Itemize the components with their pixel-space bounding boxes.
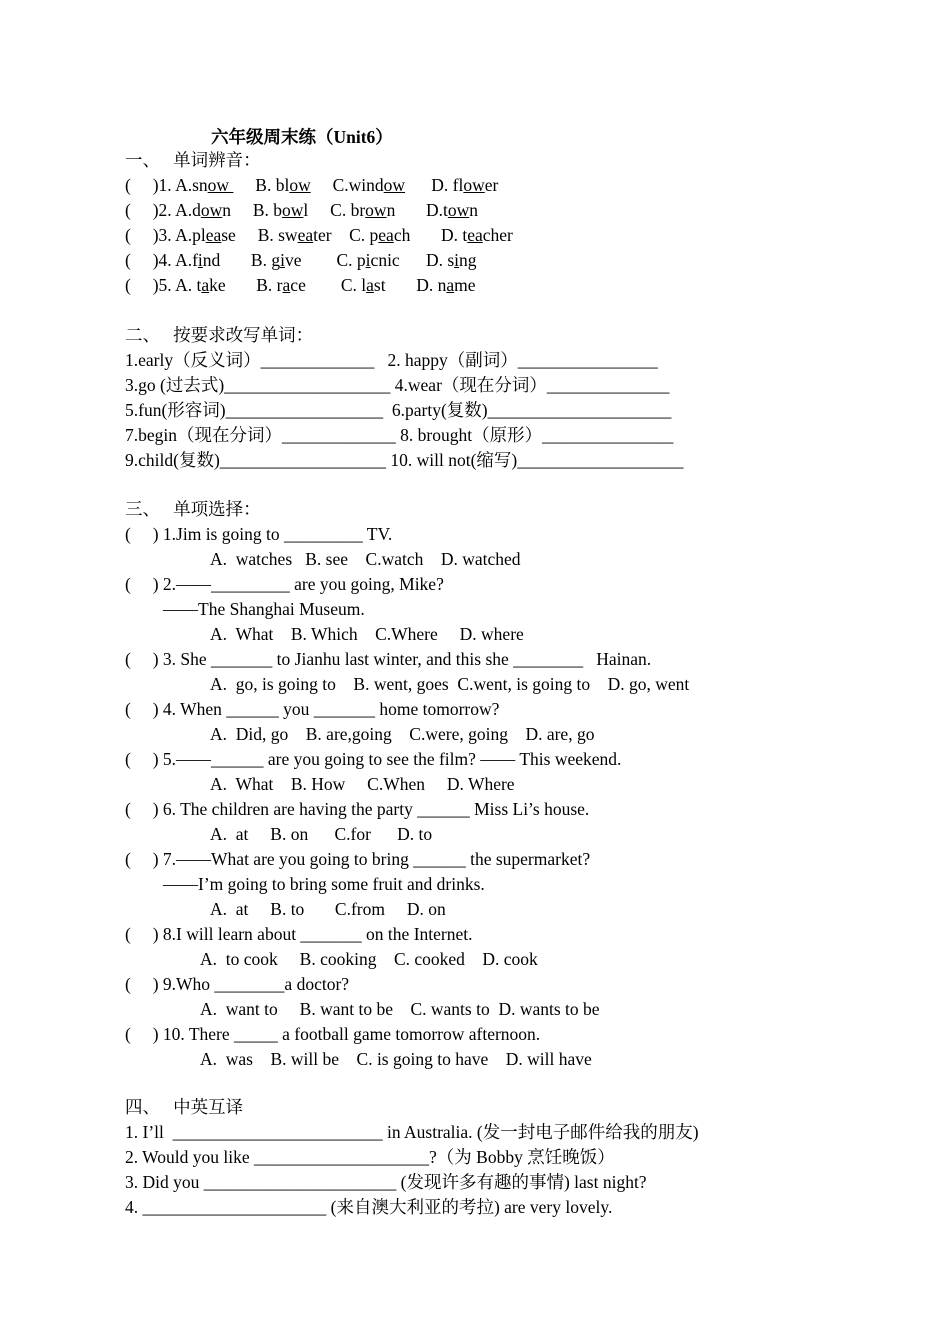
question-text: ke B. r	[209, 275, 283, 295]
question-text: ( )1. A.sn	[125, 175, 208, 195]
underlined-letters: ow	[447, 200, 470, 220]
answer-options: A. want to B. want to be C. wants to D. wants to be	[200, 999, 600, 1019]
rewrite-question-2: 3.go (过去式)___________________ 4.wear（现在分词）______________	[125, 375, 670, 395]
underlined-letters: ea	[467, 225, 483, 245]
section3-heading: 三、 单项选择：	[125, 499, 261, 519]
choice-question: ( ) 9.Who ________a doctor?	[125, 974, 350, 994]
choice-question: ( ) 8.I will learn about _______ on the Internet.	[125, 924, 473, 944]
underlined-letters: a	[446, 275, 455, 295]
question-text: ( )3. A.pl	[125, 225, 206, 245]
question-text: B. bl	[233, 175, 290, 195]
question-text: cher	[482, 225, 513, 245]
translation-question-2: 2. Would you like ____________________?（为 Bobby 烹饪晚饭）	[125, 1147, 615, 1167]
translation-question-4: 4. _____________________ (来自澳大利亚的考拉) are very lovely.	[125, 1197, 613, 1217]
translation-question-3: 3. Did you ______________________ (发现许多有趣的事情) last night?	[125, 1172, 647, 1192]
dialogue-line: ——The Shanghai Museum.	[163, 599, 365, 619]
rewrite-question-4: 7.begin（现在分词）_____________ 8. brought（原形）_______________	[125, 425, 674, 445]
choice-question: ( ) 4. When ______ you _______ home tomorrow?	[125, 699, 500, 719]
question-text: nd B. g	[202, 250, 281, 270]
underlined-letters: ow	[207, 175, 234, 195]
rewrite-question-3: 5.fun(形容词)__________________ 6.party(复数)_____________________	[125, 400, 672, 420]
choice-question: ( ) 3. She _______ to Jianhu last winter, and this she ________ Hainan.	[125, 649, 652, 669]
underlined-letters: a	[201, 275, 210, 295]
underlined-letters: a	[366, 275, 374, 295]
underlined-letters: a	[282, 275, 291, 295]
choice-question: ( ) 10. There _____ a football game tomorrow afternoon.	[125, 1024, 541, 1044]
underlined-letters: ea	[205, 225, 222, 245]
rewrite-question-5: 9.child(复数)___________________ 10. will not(缩写)___________________	[125, 450, 684, 470]
phonics-question-3	[125, 223, 513, 248]
question-text: n D.t	[386, 200, 448, 220]
question-text: ng	[459, 250, 477, 270]
underlined-letters: ow	[365, 200, 387, 220]
question-text: n	[469, 200, 478, 220]
answer-options: A. at B. on C.for D. to	[210, 824, 433, 844]
choice-question: ( ) 5.——______ are you going to see the film? —— This weekend.	[125, 749, 622, 769]
answer-options: A. Did, go B. are,going C.were, going D. are, go	[210, 724, 595, 744]
question-text: ( )4. A.f	[125, 250, 198, 270]
underlined-letters: i	[365, 250, 371, 270]
underlined-letters: ow	[282, 200, 304, 220]
underlined-letters: ow	[383, 175, 406, 195]
underlined-letters: ea	[297, 225, 314, 245]
underlined-letters: ow	[200, 200, 223, 220]
choice-question: ( ) 1.Jim is going to _________ TV.	[125, 524, 393, 544]
question-text: me	[454, 275, 476, 295]
question-text: st D. n	[373, 275, 447, 295]
question-text: cnic D. s	[370, 250, 455, 270]
phonics-question-4	[125, 248, 477, 273]
question-text: ve C. p	[284, 250, 366, 270]
underlined-letters: i	[454, 250, 460, 270]
choice-question: ( ) 7.——What are you going to bring ______ the supermarket?	[125, 849, 591, 869]
question-text: n B. b	[222, 200, 283, 220]
translation-question-1: 1. I’ll ________________________ in Australia. (发一封电子邮件给我的朋友)	[125, 1122, 699, 1142]
question-text: ch D. t	[393, 225, 468, 245]
section4-heading: 四、 中英互译	[125, 1097, 244, 1117]
question-text: ce C. l	[290, 275, 367, 295]
underlined-letters: i	[280, 250, 285, 270]
phonics-question-1	[125, 173, 498, 198]
rewrite-question-1: 1.early（反义词）_____________ 2. happy（副词）________________	[125, 350, 658, 370]
choice-question: ( ) 6. The children are having the party ______ Miss Li’s house.	[125, 799, 590, 819]
underlined-letters: ow	[289, 175, 311, 195]
answer-options: A. watches B. see C.watch D. watched	[210, 549, 521, 569]
question-text: er	[484, 175, 499, 195]
underlined-letters: ea	[378, 225, 394, 245]
question-text: C.wind	[310, 175, 384, 195]
section1-heading: 一、 单词辨音：	[125, 150, 261, 170]
section2-heading: 二、 按要求改写单词：	[125, 325, 314, 345]
dialogue-line: ——I’m going to bring some fruit and drinks.	[163, 874, 485, 894]
answer-options: A. was B. will be C. is going to have D. will have	[200, 1049, 592, 1069]
phonics-question-2	[125, 198, 478, 223]
answer-options: A. at B. to C.from D. on	[210, 899, 446, 919]
underlined-letters: i	[197, 250, 203, 270]
answer-options: A. go, is going to B. went, goes C.went, is going to D. go, went	[210, 674, 690, 694]
question-text: D. fl	[405, 175, 464, 195]
underlined-letters: ow	[463, 175, 485, 195]
answer-options: A. to cook B. cooking C. cooked D. cook	[200, 949, 538, 969]
answer-options: A. What B. How C.When D. Where	[210, 774, 515, 794]
answer-options: A. What B. Which C.Where D. where	[210, 624, 524, 644]
page-title: 六年级周末练（Unit6）	[211, 127, 393, 147]
question-text: ( )2. A.d	[125, 200, 201, 220]
choice-question: ( ) 2.——_________ are you going, Mike?	[125, 574, 444, 594]
question-text: ter C. p	[313, 225, 379, 245]
question-text: l C. br	[303, 200, 366, 220]
question-text: ( )5. A. t	[125, 275, 202, 295]
phonics-question-5	[125, 273, 476, 298]
question-text: se B. sw	[221, 225, 298, 245]
